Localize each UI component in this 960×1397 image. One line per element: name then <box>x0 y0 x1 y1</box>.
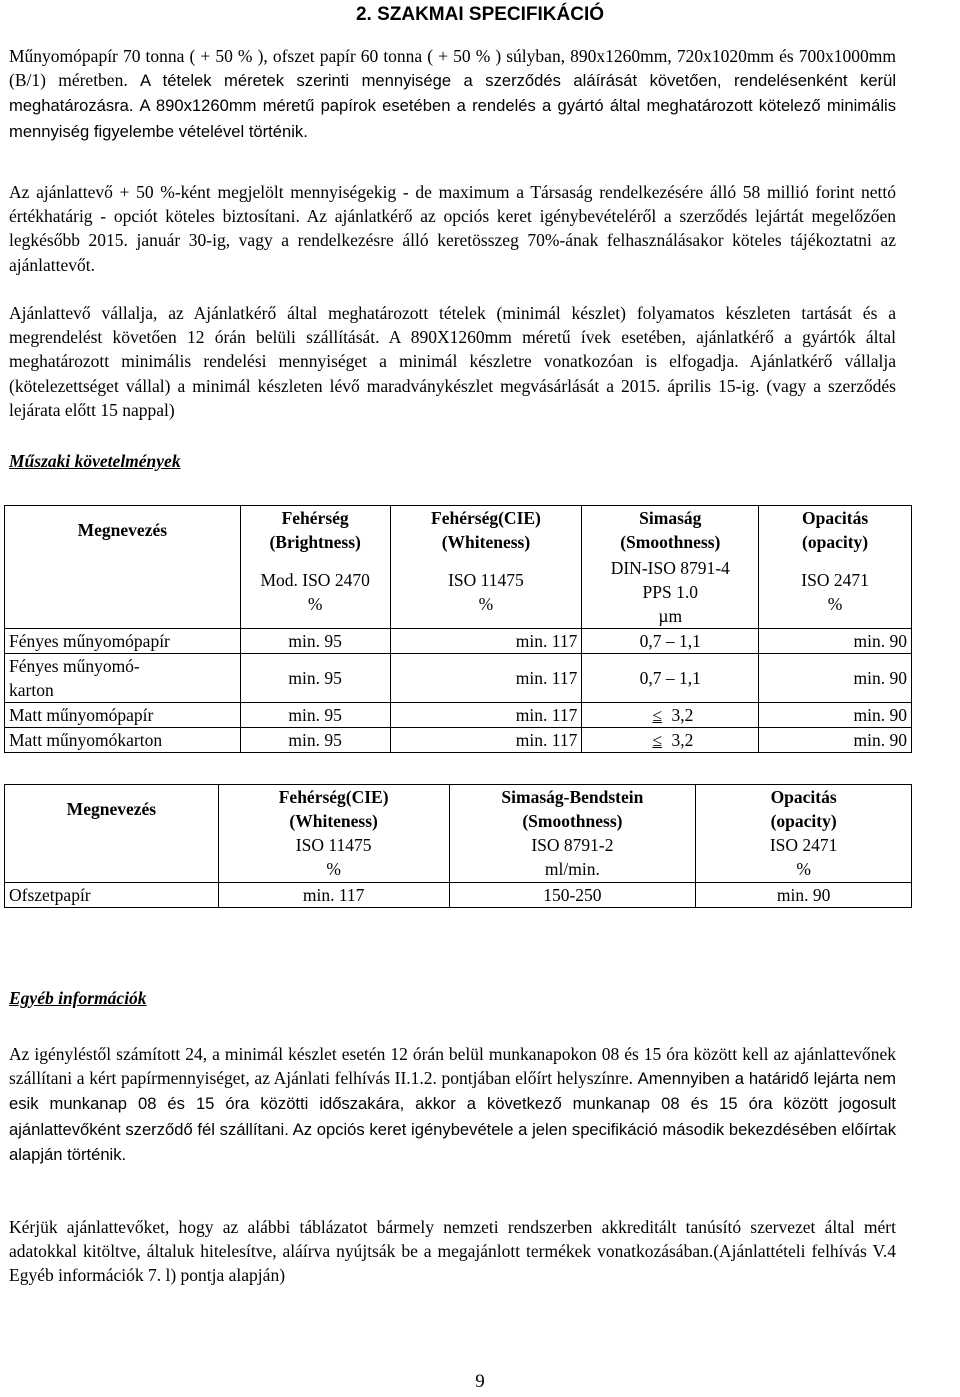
table-row: Ofszetpapír min. 117 150-250 min. 90 <box>5 883 912 908</box>
paragraph-delivery: Az igényléstől számított 24, a minimál készlet esetén 12 órán belül munkanapokon 08 és 15 óra között kell az ajánlattevőnek szállítani a kért papírmennyiséget, az Ajánlati felhívás II.1.2. pontjában előírt helyszínre. Amennyiben a határidő lejárta nem esik munkanap 08 és 15 óra közötti időszakára, akkor a következő munkanap 08 és 15 óra között jogosult ajánlattevőként szerződő fél szállítani. Az opciós keret igénybevétele a jelen specifikáció második bekezdésében előírtak alapján történik. <box>9 1044 896 1164</box>
heading-other-information: Egyéb információk <box>9 988 147 1008</box>
spec-table-coated <box>4 505 912 753</box>
paragraph-quantities-b: A tételek méretek szerinti mennyisége a szerződés aláírását követően, rendelésenként kerül meghatározásra. <box>9 71 897 116</box>
header-smoothness: Simaság (Smoothness) DIN-ISO 8791-4 PPS 1.0 µm <box>582 506 759 629</box>
leq-symbol: ≤ <box>652 730 662 750</box>
header-opacity: Opacitás (opacity) ISO 2471 % <box>759 506 912 629</box>
paragraph-option: Az ajánlattevő + 50 %-ként megjelölt mennyiségekig - de maximum a Társaság rendelkezésére álló 58 millió forint nettó értékhatárig - opciót köteles biztosítani. Az ajánlatkérő az opciós keret igénybevételéről a szerződés lejártát megelőzően legkésőbb 2015. január 30-ig, vagy a rendelkezésre álló keretösszeg 70%-ának felhasználásakor köteles tájékoztatni az ajánlattevőt. <box>9 182 896 275</box>
paragraph-certification: Kérjük ajánlattevőket, hogy az alábbi táblázatot bármely nemzeti rendszerben akkreditált tanúsító szervezet által mért adatokkal kitöltve, általuk hitelesítve, aláírva nyújtsák be a megajánlott termékek vonatkozásában.(Ajánlattételi felhívás V.4 Egyéb információk 7. l) pontja alapján) <box>9 1217 896 1286</box>
header-name: Megnevezés <box>5 506 241 629</box>
table-row: Matt műnyomópapír min. 95 min. 117 ≤ 3,2 min. 90 <box>5 703 912 728</box>
table-row: Fényes műnyomópapír min. 95 min. 117 0,7 – 1,1 min. 90 <box>5 629 912 654</box>
spec-table-offset <box>4 784 912 908</box>
header-brightness: Fehérség (Brightness) Mod. ISO 2470 % <box>240 506 390 629</box>
table-header-row <box>5 506 912 629</box>
table-row: Fényes műnyomó- karton min. 95 min. 117 0,7 – 1,1 min. 90 <box>5 654 912 703</box>
header-whiteness: Fehérség(CIE) (Whiteness) ISO 11475 % <box>390 506 582 629</box>
paragraph-quantities-a: Műnyomópapír 70 tonna ( + 50 % ), ofszet papír 60 tonna ( + 50 % ) súlyban, 890x1260mm, 720x1020mm és 700x1000mm (B/1) méretben. <box>9 46 896 91</box>
table-header-row <box>5 785 912 883</box>
paragraph-stock: Ajánlattevő vállalja, az Ajánlatkérő által meghatározott tételek (minimál készlet) folyamatos készleten tartását és a megrendelést követően 12 órán belüli szállítását. A 890X1260mm méretű ívek esetében, ajánlatkérő a gyártók által meghatározott minimális rendelési mennyiséget a minimál készletre vonatkozóan is elfogadja. Ajánlatkérő vállalja (kötelezettséget vállal) a minimál készleten lévő maradványkészlet megvásárlását a 2015. április 15-ig. (vagy a szerződés lejárata előtt 15 nappal) <box>9 303 896 420</box>
section-title: 2. SZAKMAI SPECIFIKÁCIÓ <box>355 4 605 25</box>
page-number: 9 <box>475 1371 485 1392</box>
heading-technical-requirements: Műszaki követelmények <box>9 451 181 471</box>
header-whiteness: Fehérség(CIE) (Whiteness) ISO 11475 % <box>218 785 449 883</box>
header-opacity: Opacitás (opacity) ISO 2471 % <box>696 785 912 883</box>
header-smoothness-bendstein: Simaság-Bendstein (Smoothness) ISO 8791-2 ml/min. <box>449 785 696 883</box>
paragraph-quantities-c: A 890x1260mm méretű papírok esetében a rendelés a gyártó által meghatározott kötelező minimális mennyiség figyelembe vételével történik. <box>9 96 896 141</box>
table-row: Matt műnyomókarton min. 95 min. 117 ≤ 3,2 min. 90 <box>5 728 912 753</box>
leq-symbol: ≤ <box>652 705 662 725</box>
paragraph-quantities <box>9 44 896 144</box>
header-name: Megnevezés <box>5 785 219 883</box>
